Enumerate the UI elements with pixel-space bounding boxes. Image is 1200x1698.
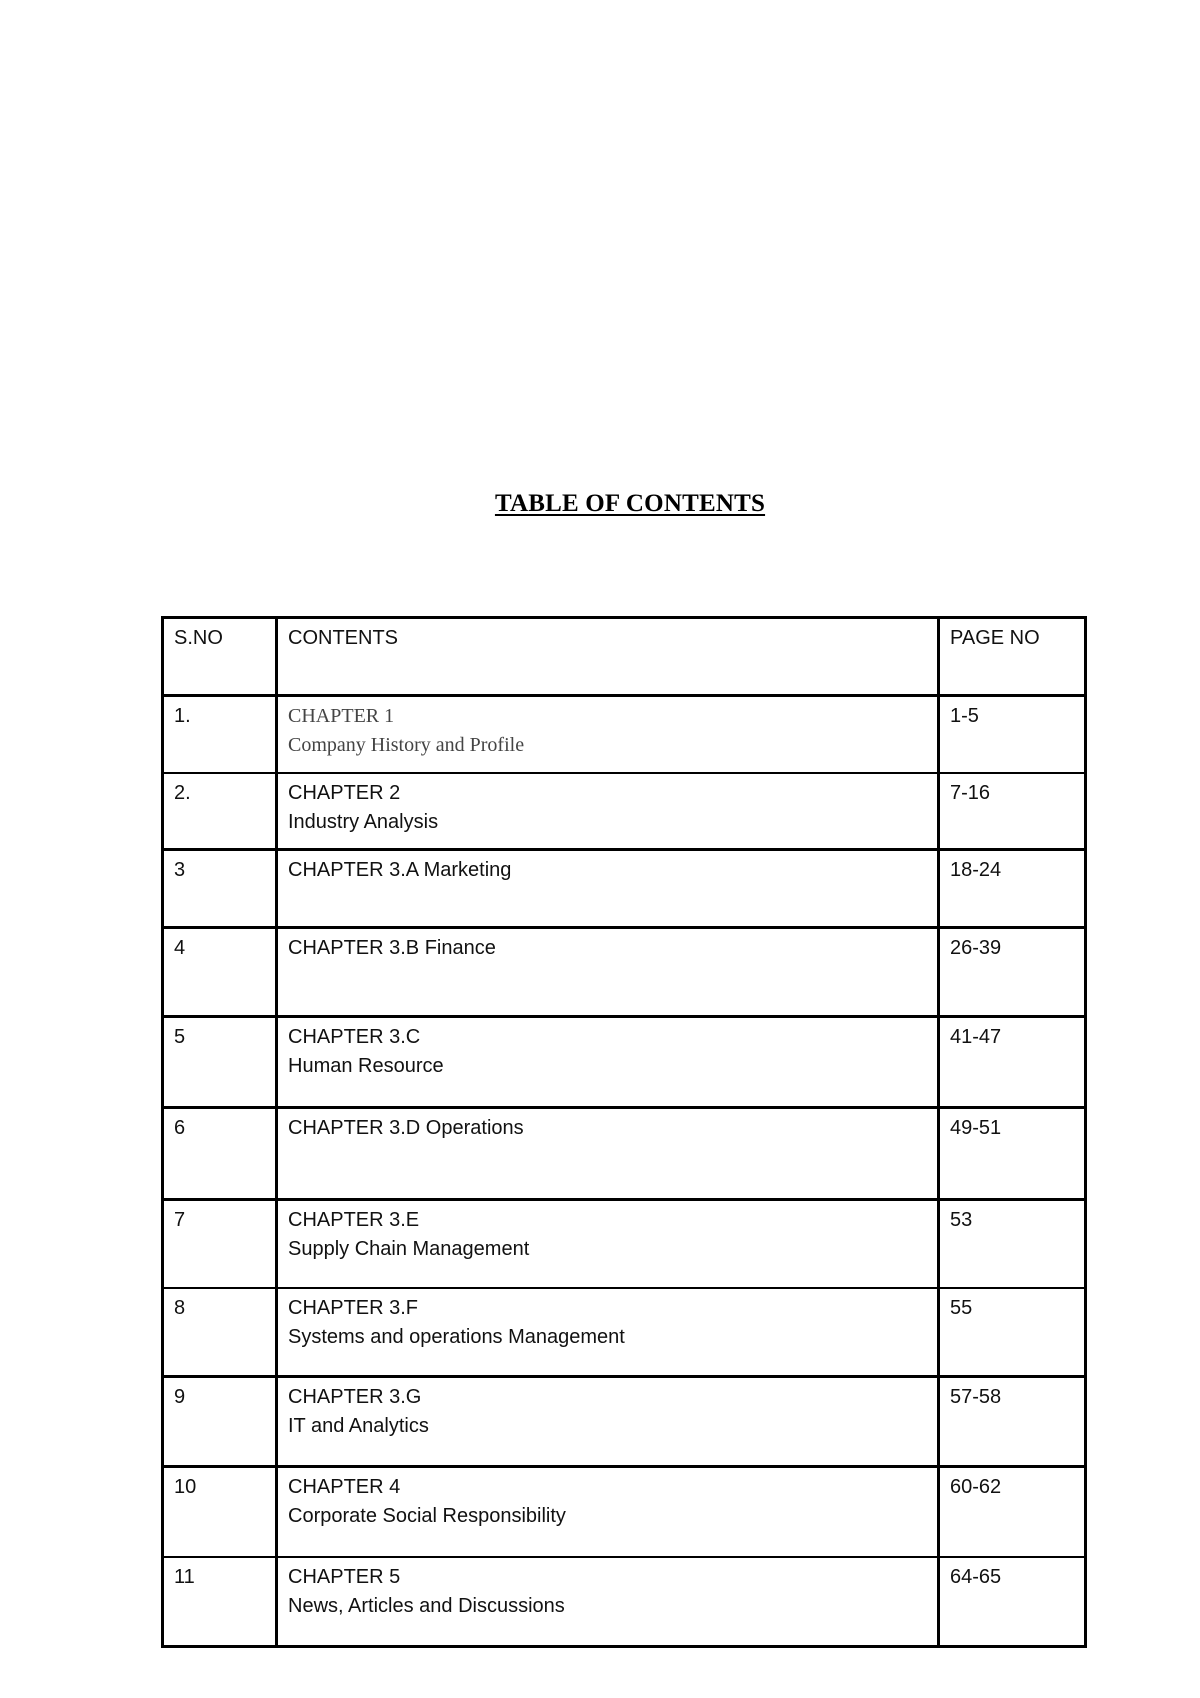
table-row	[163, 1288, 1086, 1377]
row-sno: 10	[163, 1467, 277, 1557]
row-title: Industry Analysis	[288, 810, 439, 833]
row-contents	[277, 1467, 939, 1557]
row-chapter: CHAPTER 3.G	[288, 1386, 422, 1408]
row-contents	[277, 696, 939, 773]
row-chapter: CHAPTER 3.C	[288, 1026, 421, 1048]
row-contents	[277, 850, 939, 928]
row-sno: 5	[163, 1017, 277, 1108]
table-row	[163, 696, 1086, 773]
table-row	[163, 1377, 1086, 1467]
table-row	[163, 1557, 1086, 1647]
row-chapter: CHAPTER 3.A Marketing	[288, 859, 512, 881]
row-pages: 41-47	[939, 1017, 1086, 1108]
row-sno: 4	[163, 928, 277, 1017]
row-sno: 1.	[163, 696, 277, 773]
row-pages: 64-65	[939, 1557, 1086, 1647]
row-pages: 55	[939, 1288, 1086, 1377]
row-chapter: CHAPTER 3.D Operations	[288, 1117, 524, 1139]
row-chapter: CHAPTER 3.F	[288, 1296, 419, 1319]
row-pages: 26-39	[939, 928, 1086, 1017]
table-header-row	[163, 618, 1086, 696]
row-pages: 7-16	[939, 773, 1086, 850]
row-chapter: CHAPTER 3.B Finance	[288, 937, 496, 959]
row-contents	[277, 928, 939, 1017]
row-pages: 1-5	[939, 696, 1086, 773]
row-title: Human Resource	[288, 1055, 444, 1077]
row-sno: 11	[163, 1557, 277, 1647]
row-pages: 53	[939, 1200, 1086, 1288]
row-title: News, Articles and Discussions	[288, 1594, 565, 1617]
row-title: IT and Analytics	[288, 1415, 429, 1437]
row-chapter: CHAPTER 3.E	[288, 1209, 420, 1231]
row-title: Supply Chain Management	[288, 1238, 530, 1260]
row-chapter: CHAPTER 4	[288, 1476, 401, 1498]
table-row	[163, 1200, 1086, 1288]
header-sno: S.NO	[163, 618, 277, 696]
table-row	[163, 928, 1086, 1017]
row-contents	[277, 1377, 939, 1467]
row-contents	[277, 1557, 939, 1647]
row-sno: 8	[163, 1288, 277, 1377]
page-title: TABLE OF CONTENTS	[494, 490, 766, 517]
row-contents	[277, 1200, 939, 1288]
row-sno: 3	[163, 850, 277, 928]
row-contents	[277, 1288, 939, 1377]
table-row	[163, 773, 1086, 850]
row-title: Systems and operations Management	[288, 1325, 625, 1348]
row-chapter: CHAPTER 2	[288, 781, 401, 804]
row-sno: 9	[163, 1377, 277, 1467]
row-pages: 49-51	[939, 1108, 1086, 1200]
row-contents	[277, 773, 939, 850]
row-chapter: CHAPTER 1	[288, 705, 395, 727]
table-row	[163, 1467, 1086, 1557]
table-row	[163, 850, 1086, 928]
row-chapter: CHAPTER 5	[288, 1565, 401, 1588]
table-row	[163, 1108, 1086, 1200]
row-contents	[277, 1017, 939, 1108]
row-pages: 57-58	[939, 1377, 1086, 1467]
table-row	[163, 1017, 1086, 1108]
row-title: Corporate Social Responsibility	[288, 1505, 566, 1527]
header-contents: CONTENTS	[277, 618, 939, 696]
row-pages: 60-62	[939, 1467, 1086, 1557]
row-sno: 2.	[163, 773, 277, 850]
row-pages: 18-24	[939, 850, 1086, 928]
row-title: Company History and Profile	[288, 734, 525, 756]
toc-table	[161, 616, 1087, 1648]
row-sno: 7	[163, 1200, 277, 1288]
row-contents	[277, 1108, 939, 1200]
row-sno: 6	[163, 1108, 277, 1200]
header-page-no: PAGE NO	[939, 618, 1086, 696]
